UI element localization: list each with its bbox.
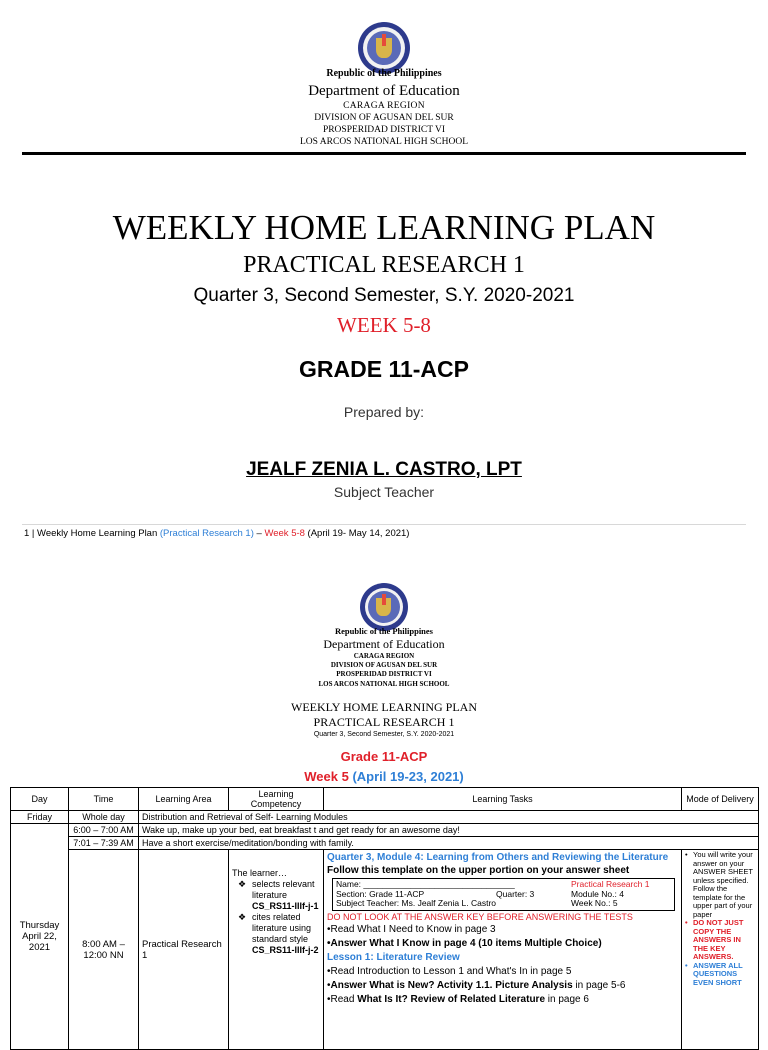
header-divider	[22, 152, 746, 155]
cell-time-wake: 6:00 – 7:00 AM	[69, 824, 139, 837]
competency-item	[238, 912, 320, 956]
task-item: •Read What I Need to Know in page 3	[327, 923, 496, 935]
region-text-2: CARAGA REGION	[353, 652, 415, 660]
cell-task-exercise: Have a short exercise/meditation/bonding with family.	[139, 837, 759, 850]
plan-week-label: Week 5	[304, 769, 349, 784]
division-text-2: DIVISION OF AGUSAN DEL SUR	[330, 661, 438, 669]
plan-grade: Grade 11-ACP	[340, 749, 428, 764]
prepared-by-label: Prepared by:	[343, 404, 425, 420]
competency-intro: The learner…	[232, 868, 288, 878]
cell-time-morning: 8:00 AM – 12:00 NN	[69, 850, 139, 1050]
plan-quarter: Quarter 3, Second Semester, S.Y. 2020-2021	[313, 731, 455, 738]
task-emphasis: Answer What is New? Activity 1.1. Picture Analysis	[330, 979, 573, 991]
task-suffix: in page 5-6	[572, 979, 626, 991]
col-header-mode: Mode of Delivery	[682, 788, 759, 811]
cover-grade: GRADE 11-ACP	[299, 356, 469, 382]
task-emphasis: What Is It? Review of Related Literature	[357, 993, 545, 1005]
bullet-icon: •	[685, 960, 688, 970]
footer-week: Week 5-8	[264, 528, 305, 539]
mode-text: ANSWER ALL QUESTIONS EVEN SHORT	[693, 960, 743, 987]
mode-text: You will write your answer on your ANSWER SHEET unless specified. Follow the template for the upper part of your paper	[693, 850, 753, 919]
col-header-competency: Learning Competency	[229, 788, 324, 811]
mode-item	[685, 851, 755, 919]
cell-area: Practical Research 1	[139, 850, 229, 1050]
task-item	[327, 979, 678, 992]
cell-mode	[682, 850, 759, 1050]
footer-dash: –	[253, 528, 265, 539]
task-bullet: •	[327, 979, 331, 991]
lesson-title: Lesson 1: Literature Review	[327, 951, 460, 963]
footer-subject: (Practical Research 1)	[159, 528, 254, 539]
teacher-role: Subject Teacher	[333, 484, 435, 500]
competency-item	[238, 879, 320, 912]
col-header-tasks: Learning Tasks	[324, 788, 682, 811]
cell-time-exercise: 7:01 – 7:39 AM	[69, 837, 139, 850]
department-text: Department of Education	[308, 83, 460, 99]
task-suffix: in page 6	[545, 993, 589, 1005]
diamond-bullet-icon: ❖	[238, 879, 247, 889]
template-week: Week No.: 5	[571, 898, 618, 908]
mode-item	[685, 919, 755, 962]
diamond-bullet-icon: ❖	[238, 912, 247, 922]
plan-title: WEEKLY HOME LEARNING PLAN	[291, 700, 477, 714]
template-instruction: Follow this template on the upper portion on your answer sheet	[327, 865, 630, 876]
region-text: CARAGA REGION	[343, 101, 425, 111]
competency-code: CS_RS11-IIIf-j-2	[252, 945, 319, 955]
template-teacher: Subject Teacher: Ms. Jealf Zenia L. Castro	[336, 898, 497, 908]
table-row	[11, 824, 759, 837]
col-header-area: Learning Area	[139, 788, 229, 811]
competency-text: selects relevant literature	[252, 879, 315, 900]
plan-week	[0, 769, 768, 784]
division-text: DIVISION OF AGUSAN DEL SUR	[314, 113, 454, 123]
task-item: •Read Introduction to Lesson 1 and What's In in page 5	[327, 965, 572, 977]
col-header-day: Day	[11, 788, 69, 811]
mode-item	[685, 962, 755, 988]
footer-dates: (April 19- May 14, 2021)	[304, 528, 410, 539]
cover-title: WEEKLY HOME LEARNING PLAN	[112, 208, 656, 247]
col-header-time: Time	[69, 788, 139, 811]
teacher-name: JEALF ZENIA L. CASTRO, LPT	[246, 459, 522, 480]
cell-day-friday: Friday	[11, 811, 69, 824]
table-row	[11, 850, 759, 1050]
district-text-2: PROSPERIDAD DISTRICT VI	[336, 670, 432, 678]
footer-divider	[22, 524, 746, 525]
bullet-icon: •	[685, 918, 688, 927]
task-item	[327, 993, 678, 1006]
mode-text: DO NOT JUST COPY THE ANSWERS IN THE KEY ANSWERS.	[693, 918, 744, 961]
plan-week-dates: (April 19-23, 2021)	[352, 769, 464, 784]
cell-day-thursday: Thursday April 22, 2021	[11, 824, 69, 1050]
cell-learning-tasks	[324, 850, 682, 1050]
answer-sheet-template	[332, 878, 675, 911]
module-title: Quarter 3, Module 4: Learning from Others and Reviewing the Literature	[327, 852, 669, 863]
school-text-2: LOS ARCOS NATIONAL HIGH SCHOOL	[318, 680, 450, 688]
district-text: PROSPERIDAD DISTRICT VI	[322, 125, 446, 135]
footer-prefix: 1 | Weekly Home Learning Plan	[24, 528, 160, 539]
template-quarter: Quarter: 3	[496, 888, 535, 899]
republic-text-2: Republic of the Philippines	[334, 626, 433, 636]
cover-quarter: Quarter 3, Second Semester, S.Y. 2020-2021	[193, 285, 575, 306]
republic-text: Republic of the Philippines	[326, 68, 442, 79]
deped-seal-icon	[358, 22, 410, 74]
template-module: Module No.: 4	[571, 888, 624, 899]
cell-task-distribution: Distribution and Retrieval of Self- Learning Modules	[139, 811, 759, 824]
learning-plan-table	[10, 787, 759, 1050]
cell-competency	[229, 850, 324, 1050]
cell-task-wake: Wake up, make up your bed, eat breakfast t and get ready for an awesome day!	[139, 824, 759, 837]
task-prefix: •Read	[327, 993, 358, 1005]
cover-week: WEEK 5-8	[337, 313, 431, 337]
answer-key-warning: DO NOT LOOK AT THE ANSWER KEY BEFORE ANSWERING THE TESTS	[327, 911, 633, 922]
plan-subject: PRACTICAL RESEARCH 1	[313, 715, 455, 729]
deped-seal-icon	[360, 583, 408, 631]
template-section: Section: Grade 11-ACP	[336, 888, 425, 899]
table-header-row	[11, 788, 759, 811]
table-row	[11, 837, 759, 850]
template-name: Name: ________________________________	[336, 879, 515, 889]
competency-text: cites related literature using standard style	[252, 912, 312, 944]
bullet-icon: •	[685, 850, 688, 859]
school-text: LOS ARCOS NATIONAL HIGH SCHOOL	[299, 137, 469, 147]
department-text-2: Department of Education	[323, 637, 445, 651]
cover-subject: PRACTICAL RESEARCH 1	[243, 252, 525, 278]
template-subject: Practical Research 1	[571, 879, 650, 889]
table-row	[11, 811, 759, 824]
task-item: •Answer What I Know in page 4 (10 items Multiple Choice)	[327, 937, 602, 949]
cell-time-wholeday: Whole day	[69, 811, 139, 824]
competency-code: CS_RS11-IIIf-j-1	[252, 901, 319, 911]
page-footer	[24, 528, 409, 539]
